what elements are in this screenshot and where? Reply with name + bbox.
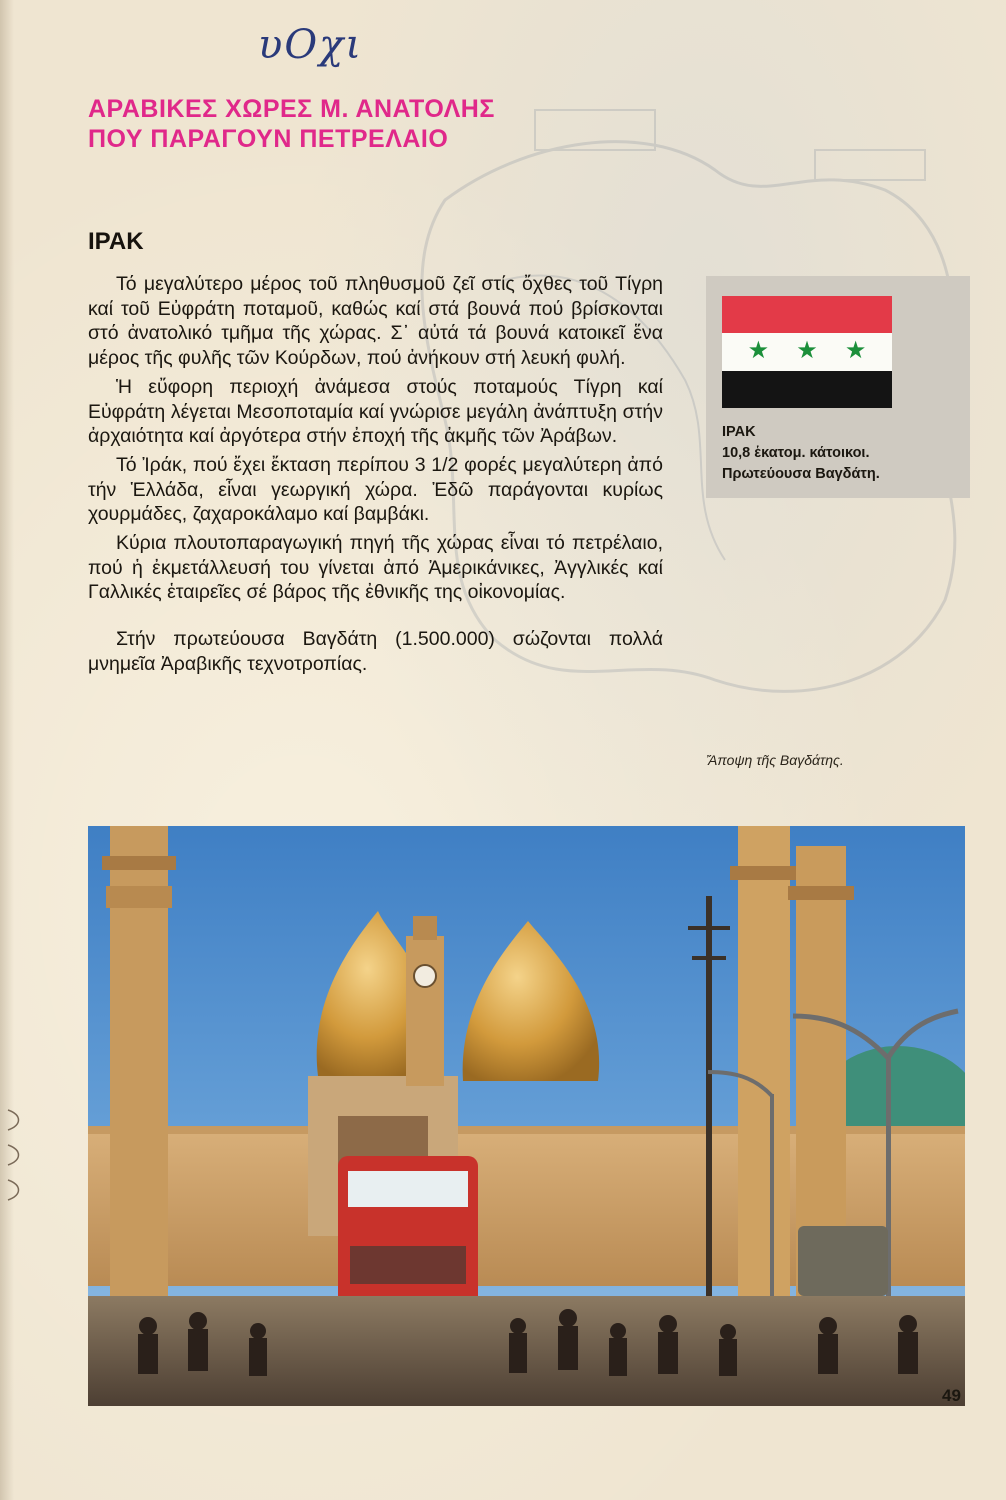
flag-stripe-red	[722, 296, 892, 333]
paragraph-population: Τό μεγαλύτερο μέρος τοῦ πληθυσμοῦ ζεῖ στίς ὄχθες τοῦ Τίγρη καί τοῦ Εὐφράτη ποταμοῦ, καθώς καί στά βουνά πού βρίσκονται στό ἀνατολικό τμῆμα τῆς χώρας. Σ᾽ αὐτά τά βουνά κατοικεῖ ἕνα μέρος τῆς φυλῆς τῶν Κούρδων, πού ἀνήκουν στή λευκή φυλή.	[88, 273, 663, 370]
flag-stripe-white	[722, 333, 892, 370]
baghdad-photo	[88, 826, 965, 1406]
flag-star-icon: ★	[844, 337, 867, 365]
paragraph-mesopotamia: Ἡ εὔφορη περιοχή ἀνάμεσα στούς ποταμούς Τίγρη καί Εὐφράτη λέγεται Μεσοποταμία καί γνώρισε μεγάλη ἀνάπτυξη στήν ἀρχαιότητα καί ἀργότερα στήν ἐποχή τῆς ἀκμῆς τῶν Ἀράβων.	[88, 375, 663, 448]
paragraph-agriculture: Τό Ἰράκ, πού ἔχει ἔκταση περίπου 3 1/2 φορές μεγαλύτερη ἀπό τήν Ἑλλάδα, εἶναι γεωργική χώρα. Ἐδῶ παράγονται κυρίως χουρμάδες, ζαχαροκάλαμο καί βαμβάκι.	[88, 453, 663, 526]
binding-shadow	[0, 0, 14, 1500]
country-facts-population: 10,8 ἑκατομ. κάτοικοι.	[722, 445, 870, 461]
section-heading	[88, 94, 608, 154]
binding-marks	[4, 1100, 26, 1220]
paragraph-oil: Κύρια πλουτοπαραγωγική πηγή τῆς χώρας εἶναι τό πετρέλαιο, πού ἡ ἐκμετάλλευσή του γίνεται ἀπό Ἀμερικάνικες, Ἀγγλικές καί Γαλλικές ἑταιρεῖες σέ βάρος τῆς ἐθνικῆς της οἰκονομίας.	[88, 532, 663, 604]
country-facts	[722, 422, 880, 485]
section-heading-line-1: ΑΡΑΒΙΚΕΣ ΧΩΡΕΣ Μ. ΑΝΑΤΟΛΗΣ	[88, 95, 495, 123]
section-heading-line-2: ΠΟΥ ΠΑΡΑΓΟΥΝ ΠΕΤΡΕΛΑΙΟ	[88, 125, 449, 153]
iraq-flag	[722, 296, 892, 408]
country-title: ΙΡΑΚ	[88, 228, 144, 255]
flag-star-icon: ★	[747, 337, 770, 365]
handwritten-note: υOχι	[258, 22, 364, 68]
country-facts-name: ΙΡΑΚ	[722, 424, 756, 440]
flag-star-icon: ★	[796, 337, 818, 365]
country-facts-capital: Πρωτεύουσα Βαγδάτη.	[722, 466, 880, 482]
page-number: 49	[942, 1386, 961, 1405]
flag-stripe-black	[722, 371, 892, 408]
body-text	[88, 272, 663, 681]
country-info-box	[706, 276, 970, 498]
flag-stars	[722, 339, 892, 363]
paragraph-baghdad: Στήν πρωτεύουσα Βαγδάτη (1.500.000) σώζονται πολλά μνημεῖα Ἀραβικῆς τεχνοτροπίας.	[88, 628, 663, 675]
photo-caption: Ἄποψη τῆς Βαγδάτης.	[706, 752, 844, 768]
